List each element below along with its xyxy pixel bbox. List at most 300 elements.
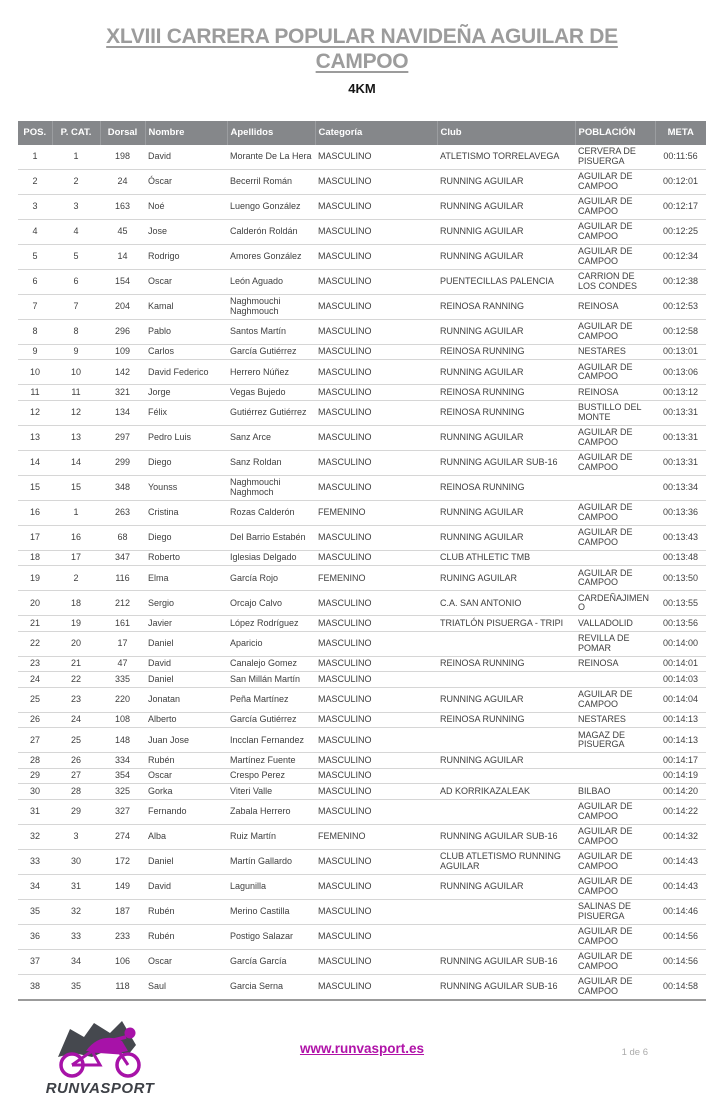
cell: 11 <box>18 385 52 401</box>
cell: 28 <box>18 753 52 769</box>
cell: AGUILAR DE CAMPOO <box>575 949 655 974</box>
cell: 263 <box>100 500 145 525</box>
cell: 26 <box>52 753 100 769</box>
cell: REVILLA DE POMAR <box>575 631 655 656</box>
cell: 21 <box>52 656 100 672</box>
cell: MASCULINO <box>315 475 437 500</box>
cell: 00:13:01 <box>655 344 706 360</box>
cell: Oscar <box>145 949 227 974</box>
cell: 274 <box>100 824 145 849</box>
cell: Oscar <box>145 768 227 784</box>
logo-rider-head <box>125 1027 136 1038</box>
cell: 347 <box>100 550 145 566</box>
cell: 4 <box>18 219 52 244</box>
cell: Jonatan <box>145 687 227 712</box>
cell: Garcia Serna <box>227 974 315 1000</box>
cell: MASCULINO <box>315 400 437 425</box>
cell: AGUILAR DE CAMPOO <box>575 194 655 219</box>
table-row <box>18 768 706 784</box>
cell: 149 <box>100 874 145 899</box>
cell: 00:14:13 <box>655 728 706 753</box>
cell: 5 <box>52 244 100 269</box>
cell: MASCULINO <box>315 294 437 319</box>
cell: AGUILAR DE CAMPOO <box>575 824 655 849</box>
cell: CLUB ATHLETIC TMB <box>437 550 575 566</box>
cell: Naghmouchi Naghmoch <box>227 475 315 500</box>
cell: 212 <box>100 591 145 616</box>
cell <box>437 799 575 824</box>
cell: 00:13:06 <box>655 360 706 385</box>
cell: Peña Martínez <box>227 687 315 712</box>
cell: AGUILAR DE CAMPOO <box>575 360 655 385</box>
cell: Luengo González <box>227 194 315 219</box>
cell: REINOSA <box>575 656 655 672</box>
cell: RUNNING AGUILAR <box>437 425 575 450</box>
cell: Rozas Calderón <box>227 500 315 525</box>
cell: 14 <box>100 244 145 269</box>
cell: MASCULINO <box>315 849 437 874</box>
cell: 163 <box>100 194 145 219</box>
cell: RUNNING AGUILAR <box>437 169 575 194</box>
cell: Fernando <box>145 799 227 824</box>
cell: AGUILAR DE CAMPOO <box>575 799 655 824</box>
cell: 00:13:50 <box>655 566 706 591</box>
cell: 204 <box>100 294 145 319</box>
cell: 12 <box>18 400 52 425</box>
cell: RUNNING AGUILAR SUB-16 <box>437 824 575 849</box>
cell: Félix <box>145 400 227 425</box>
cell: MASCULINO <box>315 899 437 924</box>
cell: RUNNNIG AGUILAR <box>437 219 575 244</box>
table-row <box>18 566 706 591</box>
cell: MASCULINO <box>315 974 437 1000</box>
cell: 29 <box>18 768 52 784</box>
cell: RUNNING AGUILAR <box>437 753 575 769</box>
cell: 00:13:12 <box>655 385 706 401</box>
cell: Sanz Arce <box>227 425 315 450</box>
cell: Crespo Perez <box>227 768 315 784</box>
runvasport-logo <box>40 1011 160 1101</box>
table-row <box>18 169 706 194</box>
cell: Becerril Román <box>227 169 315 194</box>
cell: 00:13:36 <box>655 500 706 525</box>
cell: 17 <box>52 550 100 566</box>
cell: REINOSA RUNNING <box>437 656 575 672</box>
table-row <box>18 672 706 688</box>
cell: 00:13:31 <box>655 450 706 475</box>
cell: MASCULINO <box>315 360 437 385</box>
cell: REINOSA RUNNING <box>437 400 575 425</box>
cell: 00:12:01 <box>655 169 706 194</box>
cell: 35 <box>18 899 52 924</box>
cell: Diego <box>145 450 227 475</box>
cell: Kamal <box>145 294 227 319</box>
cell: 00:14:00 <box>655 631 706 656</box>
results-table <box>18 121 706 1001</box>
table-row <box>18 656 706 672</box>
column-header-categoria: Categoría <box>315 121 437 145</box>
cell: Oscar <box>145 269 227 294</box>
cell: 29 <box>52 799 100 824</box>
cell: ATLETISMO TORRELAVEGA <box>437 145 575 170</box>
cell: 00:14:13 <box>655 712 706 728</box>
cell: 16 <box>52 525 100 550</box>
runvasport-link[interactable]: www.runvasport.es <box>299 1040 425 1056</box>
cell: MASCULINO <box>315 687 437 712</box>
table-row <box>18 899 706 924</box>
cell: 10 <box>18 360 52 385</box>
column-header-pos: POS. <box>18 121 52 145</box>
table-row <box>18 728 706 753</box>
logo-wordmark: RUNVASPORT <box>45 1079 155 1097</box>
cell: AGUILAR DE CAMPOO <box>575 450 655 475</box>
cell: 1 <box>52 500 100 525</box>
cell: Postigo Salazar <box>227 924 315 949</box>
table-row <box>18 145 706 170</box>
cell: Alba <box>145 824 227 849</box>
cell: MASCULINO <box>315 194 437 219</box>
race-distance-subtitle: 4KM <box>348 81 376 97</box>
page-title: XLVIII CARRERA POPULAR NAVIDEÑA AGUILAR DE CAMPOO <box>106 25 618 74</box>
cell: Javier <box>145 616 227 632</box>
cell: 4 <box>52 219 100 244</box>
cell: 68 <box>100 525 145 550</box>
cell: 15 <box>52 475 100 500</box>
cell: NESTARES <box>575 344 655 360</box>
cell: AGUILAR DE CAMPOO <box>575 849 655 874</box>
cell: 30 <box>18 784 52 800</box>
cell: REINOSA <box>575 294 655 319</box>
cell <box>575 753 655 769</box>
table-row <box>18 924 706 949</box>
results-page <box>0 24 724 1097</box>
cell: C.A. SAN ANTONIO <box>437 591 575 616</box>
cell: CLUB ATLETISMO RUNNING AGUILAR <box>437 849 575 874</box>
cell: Naghmouchi Naghmouch <box>227 294 315 319</box>
cell: 24 <box>100 169 145 194</box>
cell <box>437 899 575 924</box>
cell: 13 <box>52 425 100 450</box>
cell: Daniel <box>145 631 227 656</box>
cell: 20 <box>52 631 100 656</box>
table-row <box>18 450 706 475</box>
cell: Óscar <box>145 169 227 194</box>
cell: 30 <box>52 849 100 874</box>
cell: Diego <box>145 525 227 550</box>
cell: VALLADOLID <box>575 616 655 632</box>
cell: 37 <box>18 949 52 974</box>
cell: MASCULINO <box>315 385 437 401</box>
cell: AGUILAR DE CAMPOO <box>575 566 655 591</box>
cell: 109 <box>100 344 145 360</box>
table-row <box>18 269 706 294</box>
cell: 106 <box>100 949 145 974</box>
cell: 00:14:04 <box>655 687 706 712</box>
table-row <box>18 294 706 319</box>
cell: 00:14:43 <box>655 849 706 874</box>
cell: MASCULINO <box>315 591 437 616</box>
cell: 31 <box>52 874 100 899</box>
cell: Viteri Valle <box>227 784 315 800</box>
table-row <box>18 849 706 874</box>
cell: 18 <box>52 591 100 616</box>
cell: AGUILAR DE CAMPOO <box>575 874 655 899</box>
table-row <box>18 824 706 849</box>
cell: MASCULINO <box>315 924 437 949</box>
cell: 22 <box>52 672 100 688</box>
cell: MASCULINO <box>315 550 437 566</box>
cell: MASCULINO <box>315 525 437 550</box>
cell: 36 <box>18 924 52 949</box>
cell: Younss <box>145 475 227 500</box>
cell: MASCULINO <box>315 425 437 450</box>
cell: García Rojo <box>227 566 315 591</box>
cell: RUNNING AGUILAR <box>437 194 575 219</box>
cell: RUNING AGUILAR <box>437 566 575 591</box>
table-row <box>18 550 706 566</box>
cell <box>437 672 575 688</box>
cell: 00:14:19 <box>655 768 706 784</box>
cell: 00:14:17 <box>655 753 706 769</box>
cell: 6 <box>18 269 52 294</box>
table-body <box>18 145 706 1000</box>
cell: Daniel <box>145 849 227 874</box>
cell: 18 <box>18 550 52 566</box>
cell: Herrero Núñez <box>227 360 315 385</box>
table-row <box>18 784 706 800</box>
cell <box>575 672 655 688</box>
cell: 21 <box>18 616 52 632</box>
cell: 00:13:56 <box>655 616 706 632</box>
cell: 19 <box>52 616 100 632</box>
cell: 13 <box>18 425 52 450</box>
table-row <box>18 500 706 525</box>
cell <box>437 631 575 656</box>
cell: AD KORRIKAZALEAK <box>437 784 575 800</box>
cell: 00:13:31 <box>655 400 706 425</box>
cell: 00:14:01 <box>655 656 706 672</box>
cell: 28 <box>52 784 100 800</box>
cell: 00:14:22 <box>655 799 706 824</box>
cell: 2 <box>18 169 52 194</box>
cell: David <box>145 874 227 899</box>
cell: 3 <box>18 194 52 219</box>
cell: 108 <box>100 712 145 728</box>
cell: 321 <box>100 385 145 401</box>
cell: 00:14:56 <box>655 949 706 974</box>
cell: 3 <box>52 824 100 849</box>
cell: 7 <box>18 294 52 319</box>
table-row <box>18 974 706 1000</box>
cell <box>437 768 575 784</box>
cell: 00:14:43 <box>655 874 706 899</box>
cell: 2 <box>52 169 100 194</box>
table-row <box>18 949 706 974</box>
cell: 116 <box>100 566 145 591</box>
table-row <box>18 344 706 360</box>
cell: 5 <box>18 244 52 269</box>
cell: 1 <box>18 145 52 170</box>
cell: 00:14:03 <box>655 672 706 688</box>
cell: RUNNING AGUILAR <box>437 319 575 344</box>
cell: MASCULINO <box>315 784 437 800</box>
cell: 220 <box>100 687 145 712</box>
cell: David <box>145 145 227 170</box>
cell: MASCULINO <box>315 244 437 269</box>
table-row <box>18 360 706 385</box>
cell: Roberto <box>145 550 227 566</box>
cell: Martínez Fuente <box>227 753 315 769</box>
cell: Elma <box>145 566 227 591</box>
table-row <box>18 616 706 632</box>
cell: Lagunilla <box>227 874 315 899</box>
cell <box>575 550 655 566</box>
cell: 00:12:34 <box>655 244 706 269</box>
cell: 25 <box>52 728 100 753</box>
cell: 12 <box>52 400 100 425</box>
cell: NESTARES <box>575 712 655 728</box>
cell: Del Barrio Estabén <box>227 525 315 550</box>
cell: Rubén <box>145 753 227 769</box>
cell: Ruiz Martín <box>227 824 315 849</box>
column-header-pcat: P. CAT. <box>52 121 100 145</box>
cell: 00:12:53 <box>655 294 706 319</box>
cell: REINOSA RUNNING <box>437 712 575 728</box>
column-header-meta: META <box>655 121 706 145</box>
cell <box>437 924 575 949</box>
cell: 00:12:58 <box>655 319 706 344</box>
cell: Iglesias Delgado <box>227 550 315 566</box>
cell: León Aguado <box>227 269 315 294</box>
cell: 00:13:43 <box>655 525 706 550</box>
cell: Daniel <box>145 672 227 688</box>
cell: FEMENINO <box>315 500 437 525</box>
cell: AGUILAR DE CAMPOO <box>575 500 655 525</box>
cell: 00:14:56 <box>655 924 706 949</box>
cell: 32 <box>18 824 52 849</box>
cell: RUNNING AGUILAR SUB-16 <box>437 949 575 974</box>
table-row <box>18 194 706 219</box>
cell: García García <box>227 949 315 974</box>
cell: 348 <box>100 475 145 500</box>
cell: Juan Jose <box>145 728 227 753</box>
cell: Carlos <box>145 344 227 360</box>
cell: Noé <box>145 194 227 219</box>
cell: 24 <box>52 712 100 728</box>
cell: SALINAS DE PISUERGA <box>575 899 655 924</box>
cell: 7 <box>52 294 100 319</box>
page-footer <box>0 1009 724 1119</box>
cell: CARDEÑAJIMENO <box>575 591 655 616</box>
cell: BILBAO <box>575 784 655 800</box>
cell: MASCULINO <box>315 145 437 170</box>
cell: Canalejo Gomez <box>227 656 315 672</box>
cell: FEMENINO <box>315 824 437 849</box>
table-row <box>18 874 706 899</box>
cell: REINOSA RUNNING <box>437 475 575 500</box>
cell: 00:14:32 <box>655 824 706 849</box>
cell: BUSTILLO DEL MONTE <box>575 400 655 425</box>
cell: Morante De La Hera <box>227 145 315 170</box>
cell: AGUILAR DE CAMPOO <box>575 525 655 550</box>
cell: MASCULINO <box>315 768 437 784</box>
cell: Vegas Bujedo <box>227 385 315 401</box>
cell: 9 <box>52 344 100 360</box>
cell: Calderón Roldán <box>227 219 315 244</box>
cell: 8 <box>52 319 100 344</box>
cell: 34 <box>52 949 100 974</box>
cell: 187 <box>100 899 145 924</box>
cell: 00:12:25 <box>655 219 706 244</box>
cell: 19 <box>18 566 52 591</box>
cell: Incclan Fernandez <box>227 728 315 753</box>
cell: Santos Martín <box>227 319 315 344</box>
cell: 00:13:48 <box>655 550 706 566</box>
cell: CERVERA DE PISUERGA <box>575 145 655 170</box>
cell: Alberto <box>145 712 227 728</box>
cell: REINOSA <box>575 385 655 401</box>
cell: 325 <box>100 784 145 800</box>
cell: MASCULINO <box>315 656 437 672</box>
cell: 00:13:31 <box>655 425 706 450</box>
cell: AGUILAR DE CAMPOO <box>575 319 655 344</box>
table-row <box>18 631 706 656</box>
cell: San Millán Martín <box>227 672 315 688</box>
cell: RUNNING AGUILAR <box>437 500 575 525</box>
cell: 24 <box>18 672 52 688</box>
cell: 118 <box>100 974 145 1000</box>
table-row <box>18 244 706 269</box>
cell: 34 <box>18 874 52 899</box>
cell <box>575 768 655 784</box>
cell: 17 <box>18 525 52 550</box>
table-row <box>18 319 706 344</box>
table-header <box>18 121 706 145</box>
cell: 00:14:20 <box>655 784 706 800</box>
cell: 20 <box>18 591 52 616</box>
cell: MASCULINO <box>315 344 437 360</box>
cell: 27 <box>18 728 52 753</box>
cell: TRIATLÓN PISUERGA - TRIPI <box>437 616 575 632</box>
cell: 47 <box>100 656 145 672</box>
cell: REINOSA RANNING <box>437 294 575 319</box>
cell: MASCULINO <box>315 631 437 656</box>
cell: FEMENINO <box>315 566 437 591</box>
cell: MAGAZ DE PISUERGA <box>575 728 655 753</box>
column-header-dorsal: Dorsal <box>100 121 145 145</box>
cell: 161 <box>100 616 145 632</box>
cell: MASCULINO <box>315 728 437 753</box>
cell: 32 <box>52 899 100 924</box>
cell: 00:13:34 <box>655 475 706 500</box>
cell: RUNNING AGUILAR <box>437 244 575 269</box>
cell: 9 <box>18 344 52 360</box>
cell: MASCULINO <box>315 672 437 688</box>
cell: Rubén <box>145 899 227 924</box>
cell: MASCULINO <box>315 949 437 974</box>
cell: Jorge <box>145 385 227 401</box>
cell: 335 <box>100 672 145 688</box>
cell: Zabala Herrero <box>227 799 315 824</box>
cell: Rubén <box>145 924 227 949</box>
cell: 198 <box>100 145 145 170</box>
cell: David Federico <box>145 360 227 385</box>
cell <box>575 475 655 500</box>
cell: 27 <box>52 768 100 784</box>
column-header-apellidos: Apellidos <box>227 121 315 145</box>
cell: MASCULINO <box>315 712 437 728</box>
cell: 1 <box>52 145 100 170</box>
